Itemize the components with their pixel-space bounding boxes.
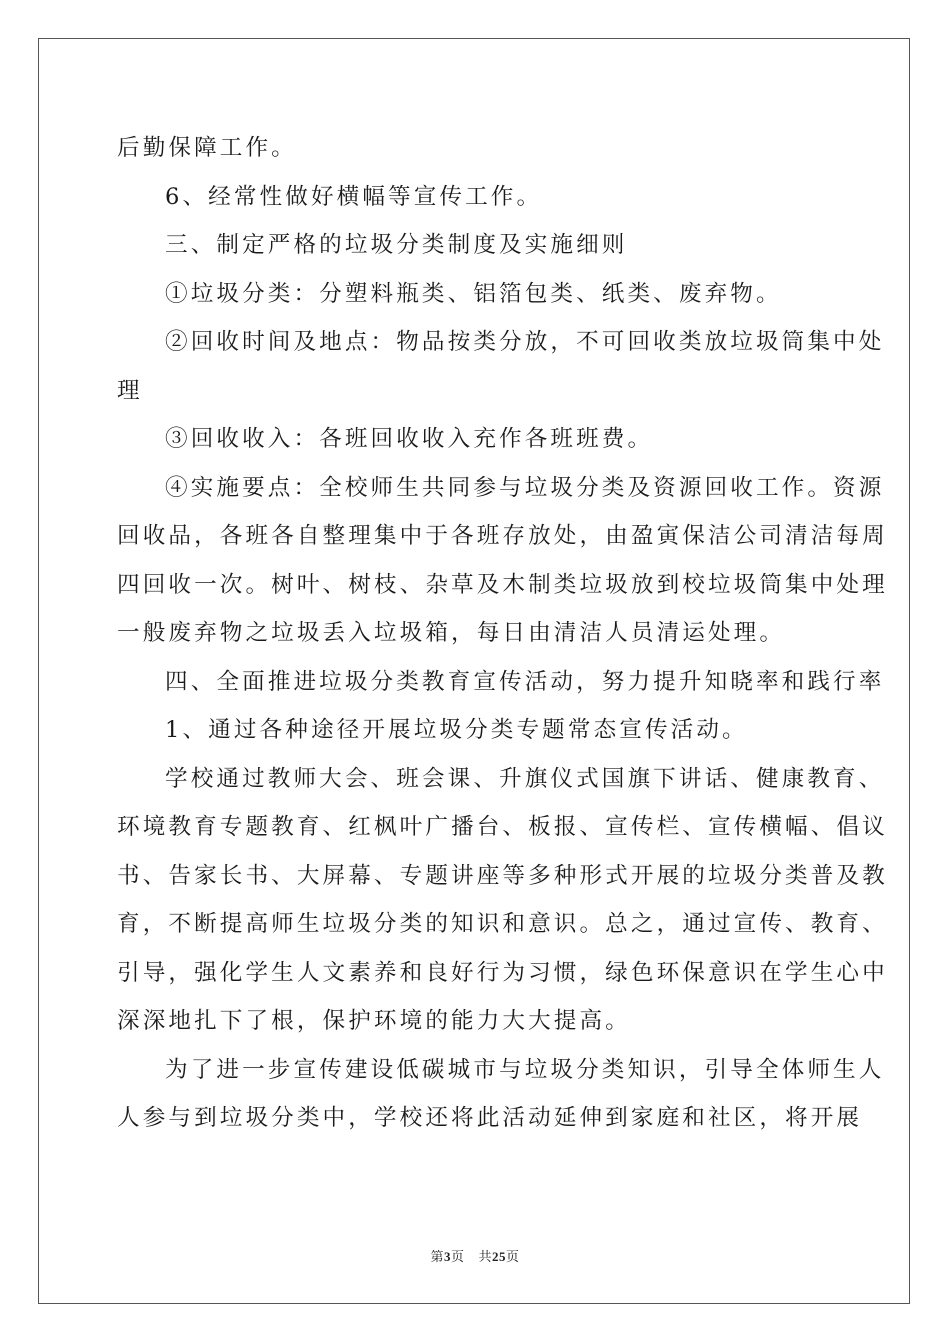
total-prefix: 共 xyxy=(478,1250,493,1265)
total-suffix: 页 xyxy=(506,1250,520,1265)
text-line: 四回收一次。树叶、树枝、杂草及木制类垃圾放到校垃圾筒集中处理 xyxy=(117,571,888,598)
text-line: 四、全面推进垃圾分类教育宣传活动，努力提升知晓率和践行率 xyxy=(165,668,885,695)
text-line: 后勤保障工作。 xyxy=(117,135,297,161)
text-line: 一般废弃物之垃圾丢入垃圾箱，每日由清洁人员清运处理。 xyxy=(117,620,786,646)
text-line: 环境教育专题教育、红枫叶广播台、板报、宣传栏、宣传横幅、倡议 xyxy=(117,814,888,840)
text-line: 三、制定严格的垃圾分类制度及实施细则 xyxy=(165,232,628,258)
text-line: 引导，强化学生人文素养和良好行为习惯，绿色环保意识在学生心中 xyxy=(117,959,888,986)
page-suffix: 页 xyxy=(450,1250,465,1265)
text-line: 人参与到垃圾分类中，学校还将此活动延伸到家庭和社区，将开展 xyxy=(117,1105,863,1131)
text-line: ③回收收入：各班回收收入充作各班班费。 xyxy=(165,426,654,452)
total-pages: 25 xyxy=(492,1249,507,1264)
text-line: 回收品，各班各自整理集中于各班存放处，由盈寅保洁公司清洁每周 xyxy=(117,523,888,549)
text-line: 育，不断提高师生垃圾分类的知识和意识。总之，通过宣传、教育、 xyxy=(117,911,888,937)
page-prefix: 第 xyxy=(430,1250,444,1265)
text-line: 理 xyxy=(117,377,143,404)
text-line: 深深地扎下了根，保护环境的能力大大提高。 xyxy=(117,1008,631,1034)
text-line: 书、告家长书、大屏幕、专题讲座等多种形式开展的垃圾分类普及教 xyxy=(117,862,888,889)
text-line: ①垃圾分类：分塑料瓶类、铝箔包类、纸类、废弃物。 xyxy=(165,280,782,307)
page-footer xyxy=(0,1246,950,1265)
text-line: 为了进一步宣传建设低碳城市与垃圾分类知识，引导全体师生人 xyxy=(165,1056,885,1083)
text-line: 6、经常性做好横幅等宣传工作。 xyxy=(165,183,543,210)
page-number: 3 xyxy=(443,1249,451,1264)
text-line: ④实施要点：全校师生共同参与垃圾分类及资源回收工作。资源 xyxy=(165,474,885,501)
text-line: ②回收时间及地点：物品按类分放，不可回收类放垃圾筒集中处 xyxy=(165,329,885,355)
document-body xyxy=(117,124,888,1143)
text-line: 1、通过各种途径开展垃圾分类专题常态宣传活动。 xyxy=(165,717,748,743)
text-line: 学校通过教师大会、班会课、升旗仪式国旗下讲话、健康教育、 xyxy=(165,765,885,792)
